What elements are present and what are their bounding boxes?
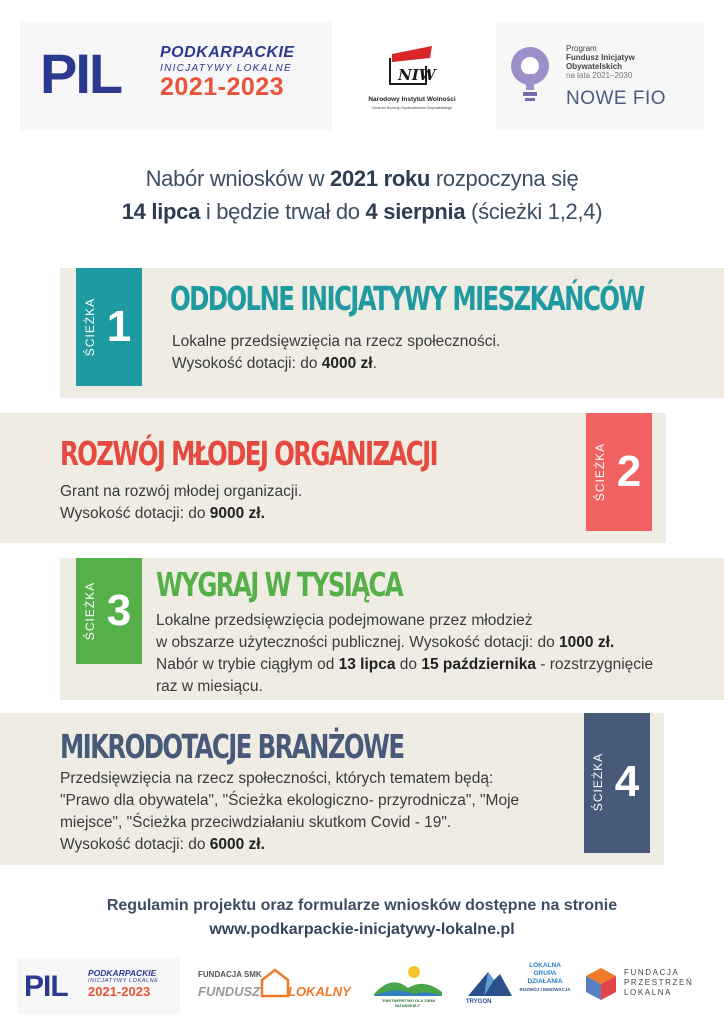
- path-4-description: Przedsięwzięcia na rzecz społeczności, których tematem będą: "Prawo dla obywatela", "Ścieżka ekologiczno- przyrodnicza", "Moje miejsce", "Ścieżka przeciwdziałaniu skutkom Covid - 19". Wysokość dotacji: do 6000 zł.: [60, 770, 520, 853]
- fio-logo: [496, 22, 704, 130]
- path-3-description: Lokalne przedsięwzięcia podejmowane przez młodzież w obszarze użyteczności publicznej. Wysokość dotacji: do 1000 zł. Nabór w trybie ciągłym od 13 lipca do 15 października - rozstrzygnięcie raz w miesiącu.: [156, 612, 654, 695]
- intro-line-1: Nabór wniosków w 2021 roku rozpoczyna się: [145, 166, 579, 191]
- path-1-description: Lokalne przedsięwzięcia na rzecz społeczności. Wysokość dotacji: do 4000 zł.: [172, 333, 501, 372]
- path-3-number: 3: [106, 586, 132, 635]
- triangle-mountain-icon: [466, 968, 514, 998]
- trygon-l3: DZIAŁANIA: [527, 978, 563, 985]
- partner-pil-years: 2021-2023: [88, 984, 151, 999]
- fio-line2: Fundusz Inicjatyw: [566, 53, 635, 62]
- smk-lokalny: LOKALNY: [288, 984, 351, 999]
- path-1-tag: ŚCIEŻKA 1: [76, 268, 142, 386]
- pil-logo-years: 2021-2023: [160, 73, 285, 101]
- pil-logo-line1: PODKARPACKIE: [160, 44, 295, 61]
- partner-fundusz-lokalny-logo: [192, 962, 354, 1008]
- path-2-description: Grant na rozwój młodej organizacji. Wysokość dotacji: do 9000 zł.: [60, 483, 303, 522]
- path-4-tag: ŚCIEŻKA 4: [584, 713, 650, 853]
- lightbulb-icon: [506, 44, 554, 104]
- smk-fundusz: FUNDUSZ: [198, 984, 261, 999]
- path-3-tag: ŚCIEŻKA 3: [76, 558, 142, 664]
- path-4-title: MIKRODOTACJE BRANŻOWE: [60, 727, 404, 766]
- pil-logo: [20, 22, 332, 130]
- partner-pil-line1: PODKARPACKIE: [88, 968, 157, 978]
- fio-name: NOWE FIO: [566, 88, 667, 109]
- path-3-title: WYGRAJ W TYSIĄCA: [156, 565, 403, 604]
- intro-line-2: 14 lipca i będzie trwał do 4 sierpnia (ścieżki 1,2,4): [121, 199, 603, 224]
- niw-logo: [348, 22, 476, 130]
- fio-line3: Obywatelskich: [566, 62, 623, 71]
- path-1-title: ODDOLNE INICJATYWY MIESZKAŃCÓW: [170, 279, 644, 318]
- lgd-caption: "PARTNERSTWO DLA ZIEMI NIŻAŃSKIEJ": [381, 998, 435, 1008]
- niw-logo-sub: Centrum Rozwoju Społeczeństwa Obywatelskiego: [371, 106, 453, 110]
- partner-pil-mark: PIL: [24, 970, 68, 1003]
- partner-lgd-logo: [368, 960, 448, 1008]
- trygon-name: TRYGON: [466, 999, 492, 1005]
- partner-pil-logo: [18, 958, 180, 1014]
- path-4-number: 4: [614, 757, 640, 806]
- fio-line4: na lata 2021–2030: [566, 71, 633, 80]
- niw-logo-mark: NIW: [398, 66, 436, 84]
- path-1-number: 1: [106, 302, 132, 351]
- path-2-tag: ŚCIEŻKA 2: [586, 413, 652, 531]
- trygon-l2: GRUPA: [533, 970, 557, 977]
- trygon-l1: LOKALNA: [529, 962, 561, 969]
- pil-logo-line2: INICJATYWY LOKALNE: [160, 63, 292, 74]
- footer-website-link[interactable]: www.podkarpackie-inicjatywy-lokalne.pl: [209, 921, 515, 938]
- house-icon: [258, 968, 292, 998]
- pil-logo-mark: PIL: [40, 42, 122, 105]
- path-2-number: 2: [616, 447, 642, 496]
- trygon-l4: ROZWÓJ I INNOWACJA: [519, 987, 571, 992]
- smk-top: FUNDACJA SMK: [198, 970, 262, 979]
- fio-line1: Program: [566, 44, 597, 53]
- fpl-l1: FUNDACJA: [624, 968, 680, 977]
- cube-icon: [584, 966, 618, 1002]
- landscape-icon: [374, 964, 442, 996]
- partner-fpl-logo: [582, 962, 704, 1008]
- footer-regulations-text: Regulamin projektu oraz formularze wniosków dostępne na stronie: [106, 897, 618, 914]
- path-2-title: ROZWÓJ MŁODEJ ORGANIZACJI: [60, 434, 437, 473]
- fpl-l2: PRZESTRZEŃ: [624, 978, 694, 987]
- niw-logo-name: Narodowy Instytut Wolności: [368, 96, 456, 103]
- partner-pil-line2: INICJATYWY LOKALNE: [88, 978, 159, 984]
- partner-trygon-logo: [462, 958, 572, 1010]
- fpl-l3: LOKALNA: [624, 988, 673, 997]
